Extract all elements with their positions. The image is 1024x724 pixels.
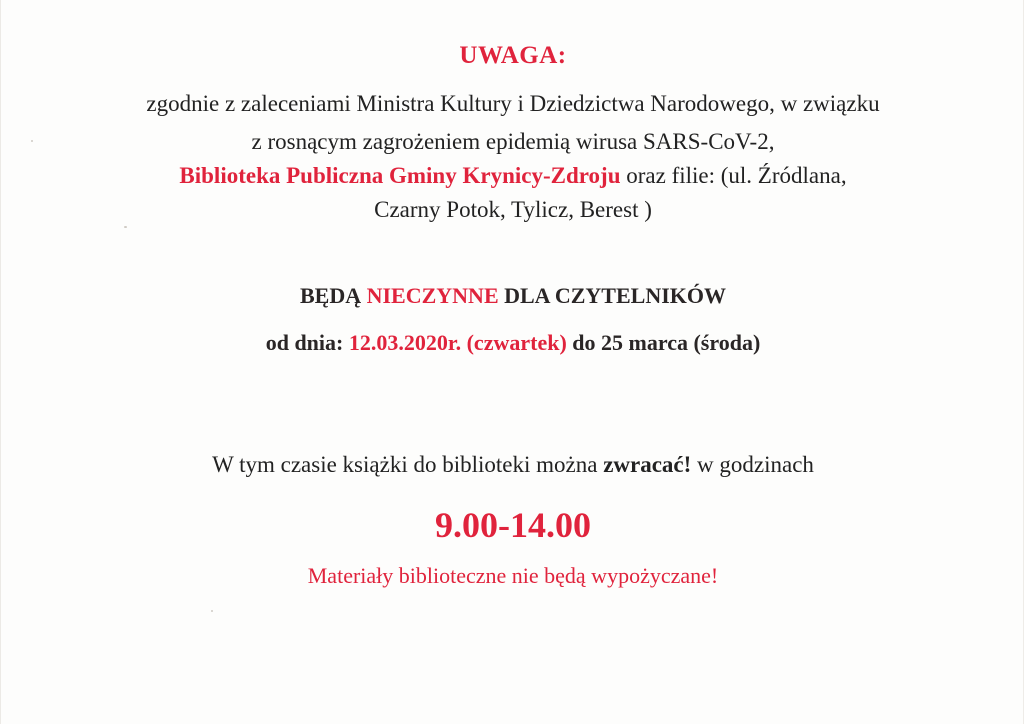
scan-speck [31,140,33,142]
return-hours: 9.00-14.00 [435,505,591,545]
scan-speck [124,226,127,228]
library-name: Biblioteka Publiczna Gminy Krynicy-Zdroju [179,163,621,188]
dates-middle: do [566,330,602,355]
library-line [1,163,1024,189]
return-info [1,452,1024,478]
intro-line-2: z rosnącym zagrożeniem epidemią wirusa SARS-CoV-2, [251,129,775,154]
dates-prefix: od dnia: [265,330,349,355]
closed-suffix: DLA CZYTELNIKÓW [498,283,727,308]
date-from: 12.03.2020r. (czwartek) [348,330,567,355]
closed-announcement [1,283,1024,309]
no-lending-notice: Materiały biblioteczne nie będą wypożyczane! [307,563,719,588]
branches-part-2: Czarny Potok, Tylicz, Berest ) [374,197,652,222]
notice-title: UWAGA: [459,42,567,69]
closed-word: NIECZYNNE [366,283,499,308]
closure-dates [1,330,1024,356]
return-verb: zwracać! [603,452,692,477]
intro-line-1: zgodnie z zaleceniami Ministra Kultury i Dziedzictwa Narodowego, w związku [146,91,880,116]
branches-part-1: oraz filie: (ul. Źródlana, [620,163,847,188]
closed-prefix: BĘDĄ [299,283,367,308]
date-to: 25 marca (środa) [601,330,761,355]
return-prefix: W tym czasie książki do biblioteki można [212,452,604,477]
return-suffix: w godzinach [691,452,814,477]
scan-speck [211,610,213,612]
